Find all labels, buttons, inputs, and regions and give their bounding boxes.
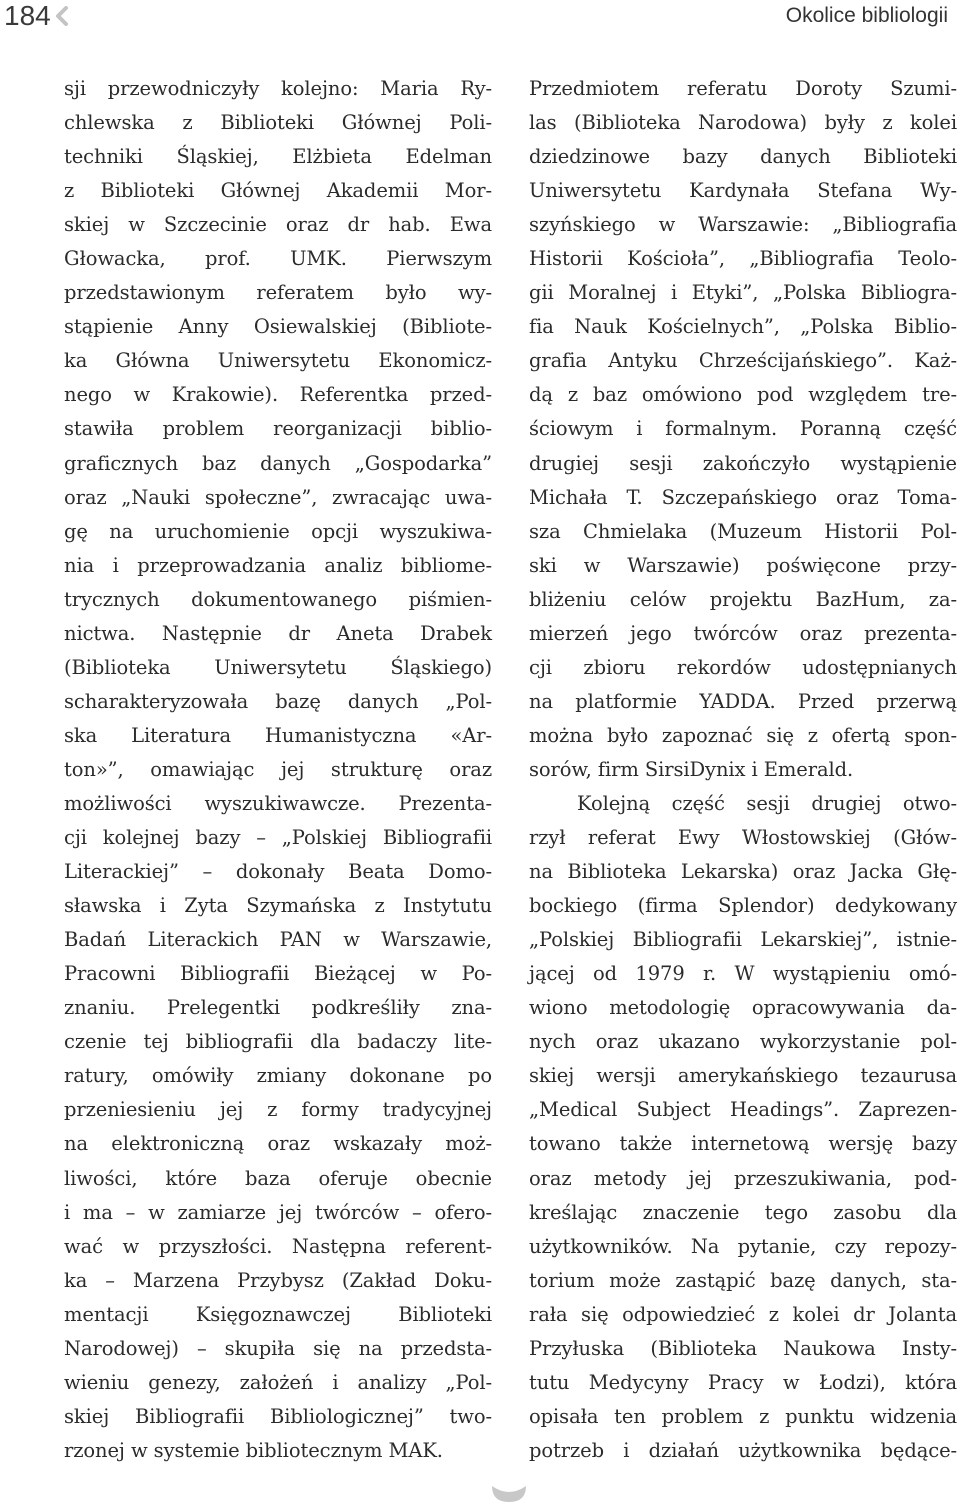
text-line: znaniu. Prelegentki podkreśliły zna-: [64, 996, 492, 1020]
text-line: „Polskiej Bibliografii Lekarskiej”, istnie-: [529, 928, 957, 952]
text-line: sza Chmielaka (Muzeum Historii Pol-: [529, 519, 957, 543]
text-line: Kolejną część sesji drugiej otwo-: [577, 791, 957, 815]
text-line: przedstawionym referatem było wy-: [64, 281, 492, 305]
text-line: sorów, firm SirsiDynix i Emerald.: [529, 757, 854, 781]
text-line: i ma – w zamiarze jej twórców – ofero-: [64, 1200, 492, 1224]
text-line: torium może zastąpić bazę danych, sta-: [529, 1268, 957, 1292]
text-line: na Biblioteka Lekarska) oraz Jacka Głę-: [529, 860, 957, 884]
text-line: skiej w Szczecinie oraz dr hab. Ewa: [64, 213, 492, 237]
text-line: dziedzinowe bazy danych Biblioteki: [529, 145, 957, 169]
text-line: sławska i Zyta Szymańska z Instytutu: [64, 894, 492, 918]
text-line: ratury, omówiły zmiany dokonane po: [64, 1064, 492, 1088]
text-line: Głowacka, prof. UMK. Pierwszym: [64, 247, 492, 271]
text-line: ski w Warszawie) poświęcone przy-: [529, 553, 957, 577]
footer-ornament-icon: [490, 1484, 528, 1504]
text-line: ka Główna Uniwersytetu Ekonomicz-: [64, 349, 492, 373]
text-line: nego w Krakowie). Referentka przed-: [64, 383, 492, 407]
text-line: (Biblioteka Uniwersytetu Śląskiego): [64, 655, 492, 679]
text-line: cji kolejnej bazy – „Polskiej Bibliografii: [64, 826, 492, 850]
text-line: na elektroniczną oraz wskazały moż-: [64, 1132, 492, 1156]
text-line: graficznych baz danych „Gospodarka”: [64, 451, 492, 475]
text-line: stąpienie Anny Osiewalskiej (Bibliote-: [64, 315, 492, 339]
text-line: Pracowni Bibliografii Bieżącej w Po-: [64, 962, 492, 986]
text-line: liwości, które baza oferuje obecnie: [64, 1166, 492, 1190]
text-line: fia Nauk Kościelnych”, „Polska Biblio-: [529, 315, 957, 339]
text-line: Michała T. Szczepańskiego oraz Toma-: [529, 485, 957, 509]
text-line: wiono metodologię opracowywania da-: [529, 996, 957, 1020]
text-line: rała się odpowiedzieć z kolei dr Jolanta: [529, 1302, 957, 1326]
text-line: Historii Kościoła”, „Bibliografia Teolo-: [529, 247, 957, 271]
text-line: użytkowników. Na pytanie, czy repozy-: [529, 1234, 957, 1258]
text-line: „Medical Subject Headings”. Zaprezen-: [529, 1098, 957, 1122]
text-line: sji przewodniczyły kolejno: Maria Ry-: [64, 77, 492, 100]
page-header: [0, 0, 960, 36]
text-line: stawiła problem reorganizacji biblio-: [64, 417, 492, 441]
text-line: mentacji Księgoznawczej Biblioteki: [64, 1302, 492, 1326]
text-line: oraz metody jej przeszukiwania, pod-: [529, 1166, 957, 1190]
running-head: Okolice bibliologii: [785, 4, 948, 27]
text-line: przeniesieniu jej z formy tradycyjnej: [64, 1098, 492, 1122]
text-line: szyńskiego w Warszawie: „Bibliografia: [529, 213, 957, 237]
text-line: gii Moralnej i Etyki”, „Polska Bibliogra-: [529, 281, 957, 305]
text-line: dą z baz omówiono pod względem tre-: [529, 383, 957, 407]
text-line: Badań Literackich PAN w Warszawie,: [64, 928, 492, 952]
text-line: wać w przyszłości. Następna referent-: [64, 1234, 492, 1258]
text-line: towano także internetową wersję bazy: [529, 1132, 957, 1156]
text-line: czenie tej bibliografii dla badaczy lite-: [64, 1030, 492, 1054]
text-line: kreślając znaczenie tego zasobu dla: [529, 1200, 957, 1224]
text-line: nictwa. Następnie dr Aneta Drabek: [64, 621, 492, 645]
text-line: opisała ten problem z punktu widzenia: [529, 1404, 957, 1428]
text-line: bliżeniu celów projektu BazHum, za-: [529, 587, 957, 611]
text-line: jącej od 1979 r. W wystąpieniu omó-: [529, 962, 957, 986]
text-line: z Biblioteki Głównej Akademii Mor-: [64, 179, 492, 203]
text-line: mierzeń jego twórców oraz prezenta-: [529, 621, 957, 645]
page-number: 184: [4, 0, 51, 31]
text-line: ton»”, omawiając jej strukturę oraz: [64, 757, 492, 781]
text-line: drugiej sesji zakończyło wystąpienie: [529, 451, 957, 475]
text-line: na platformie YADDA. Przed przerwą: [529, 689, 957, 713]
text-line: ska Literatura Humanistyczna «Ar-: [64, 723, 492, 747]
text-line: oraz „Nauki społeczne”, zwracając uwa-: [64, 485, 492, 509]
text-line: techniki Śląskiej, Elżbieta Edelman: [64, 145, 492, 169]
text-line: Literackiej” – dokonały Beata Domo-: [64, 860, 492, 884]
text-line: można było zapoznać się z ofertą spon-: [529, 723, 957, 747]
text-line: rzył referat Ewy Włostowskiej (Głów-: [529, 826, 957, 850]
text-column-right: [529, 72, 957, 1468]
text-line: skiej wersji amerykańskiego tezaurusa: [529, 1064, 957, 1088]
text-line: chlewska z Biblioteki Głównej Poli-: [64, 111, 492, 135]
text-line: Przedmiotem referatu Doroty Szumi-: [529, 77, 957, 100]
text-line: skiej Bibliografii Bibliologicznej” two-: [64, 1404, 492, 1428]
text-line: wieniu genezy, założeń i analizy „Pol-: [64, 1370, 492, 1394]
text-column-left: [64, 72, 492, 1468]
text-line: trycznych dokumentowanego piśmien-: [64, 587, 492, 611]
text-line: las (Biblioteka Narodowa) były z kolei: [529, 111, 957, 135]
text-line: Uniwersytetu Kardynała Stefana Wy-: [529, 179, 957, 203]
text-line: tutu Medycyny Pracy w Łodzi), która: [529, 1370, 957, 1394]
text-line: grafia Antyku Chrześcijańskiego”. Każ-: [529, 349, 957, 373]
text-line: potrzeb i działań użytkownika będące-: [529, 1438, 957, 1462]
text-line: gę na uruchomienie opcji wyszukiwa-: [64, 519, 492, 543]
chevron-left-icon: [54, 6, 68, 26]
text-line: rzonej w systemie bibliotecznym MAK.: [64, 1438, 443, 1462]
text-line: scharakteryzowała bazę danych „Pol-: [64, 689, 492, 713]
text-line: nych oraz ukazano wykorzystanie pol-: [529, 1030, 957, 1054]
text-line: Przyłuska (Biblioteka Naukowa Insty-: [529, 1336, 957, 1360]
text-line: bockiego (firma Splendor) dedykowany: [529, 894, 957, 918]
text-line: ka – Marzena Przybysz (Zakład Doku-: [64, 1268, 492, 1292]
text-line: możliwości wyszukiwawcze. Prezenta-: [64, 791, 492, 815]
text-line: nia i przeprowadzania analiz bibliome-: [64, 553, 492, 577]
text-line: ściowym i formalnym. Poranną część: [529, 417, 957, 441]
text-line: cji zbioru rekordów udostępnianych: [529, 655, 957, 679]
text-line: Narodowej) – skupiła się na przedsta-: [64, 1336, 492, 1360]
